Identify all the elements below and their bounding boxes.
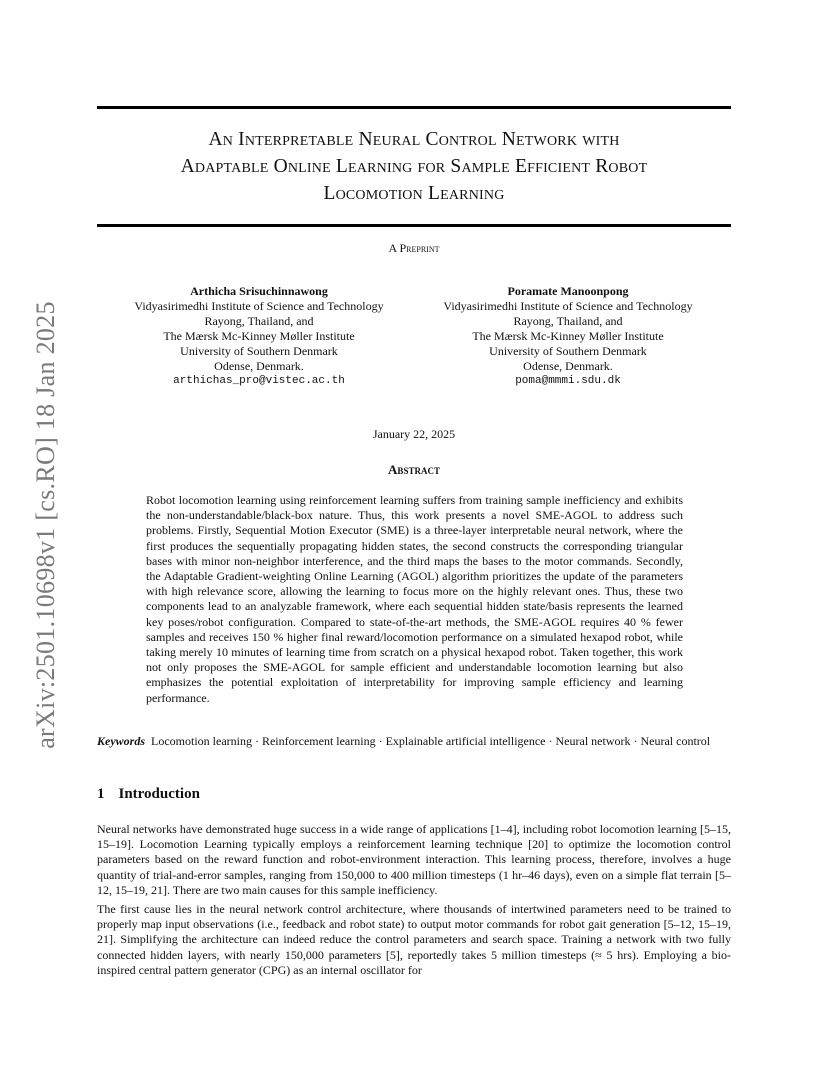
title-line: Locomotion Learning — [323, 183, 505, 204]
publication-date: January 22, 2025 — [372, 427, 456, 441]
title-bottom-rule — [97, 224, 731, 227]
section-title: Introduction — [118, 786, 200, 802]
preprint-label: A Preprint — [388, 241, 440, 255]
author-block-1 — [109, 284, 409, 389]
title-line: An Interpretable Neural Control Network with — [208, 129, 620, 150]
abstract-heading: Abstract — [388, 462, 440, 477]
author-block-2 — [418, 284, 718, 389]
section-heading-introduction — [97, 786, 200, 803]
author-email[interactable]: arthichas_pro@vistec.ac.th — [173, 375, 345, 387]
author-affiliation: The Mærsk Mc-Kinney Møller Institute — [472, 329, 664, 343]
author-affiliation: Odense, Denmark. — [214, 359, 304, 373]
keywords — [97, 734, 731, 749]
keywords-list: Locomotion learning · Reinforcement learning · Explainable artificial intelligence · Neural network · Neural control — [151, 734, 711, 748]
author-affiliation: Odense, Denmark. — [523, 359, 613, 373]
title-top-rule — [97, 106, 731, 109]
author-name: Arthicha Srisuchinnawong — [190, 284, 328, 298]
author-affiliation: Vidyasirimedhi Institute of Science and Technology — [443, 299, 693, 313]
author-affiliation: Rayong, Thailand, and — [513, 314, 623, 328]
author-affiliation: University of Southern Denmark — [489, 344, 647, 358]
arxiv-side-identifier: arXiv:2501.10698v1 [cs.RO] 18 Jan 2025 — [31, 301, 60, 749]
abstract-text: Robot locomotion learning using reinforcement learning suffers from training sample inefficiency and exhibits the non-understandable/black-box nature. Thus, this work presents a novel SME-AGOL to address such problems. Firstly, Sequential Motion Executor (SME) is a three-layer interpretable neural network, where the first produces the sequentially propagating hidden states, the second constructs the corresponding triangular bases with minor non-neighbor interference, and the third maps the bases to the motor commands. Secondly, the Adaptable Gradient-weighting Online Learning (AGOL) algorithm prioritizes the update of the parameters with high relevance score, allowing the learning to focus more on the highly relevant ones. Thus, these two components lead to an analyzable framework, where each sequential hidden state/basis represents the learned key poses/robot configuration. Compared to state-of-the-art methods, the SME-AGOL requires 40 % fewer samples and receives 150 % higher final reward/locomotion performance on a simulated hexapod robot, while taking merely 10 minutes of learning time from scratch on a physical hexapod robot. Taken together, this work not only proposes the SME-AGOL for sample efficient and understandable locomotion learning but also emphasizes the potential exploitation of interpretability for improving sample efficiency and learning performance. — [146, 493, 683, 705]
keywords-label: Keywords — [97, 734, 145, 748]
body-paragraph: Neural networks have demonstrated huge success in a wide range of applications [1–4], including robot locomotion learning [5–15, 15–19]. Locomotion Learning typically employs a reinforcement learning technique [20] to optimize the locomotion control parameters based on the reward function and robot-environment interaction. This learning process, therefore, involves a huge quantity of trial-and-error samples, ranging from 150,000 to 400 million timesteps (1 hr–46 days), even on a simple flat terrain [5–12, 15–19, 21]. There are two main causes for this sample inefficiency. — [97, 822, 731, 897]
title-line: Adaptable Online Learning for Sample Efficient Robot — [180, 156, 648, 177]
paper-title — [97, 126, 731, 207]
author-affiliation: Vidyasirimedhi Institute of Science and Technology — [134, 299, 384, 313]
section-number: 1 — [97, 786, 105, 802]
author-name: Poramate Manoonpong — [507, 284, 629, 298]
body-paragraph: The first cause lies in the neural network control architecture, where thousands of intertwined parameters need to be trained to properly map input observations (i.e., feedback and robot state) to output motor commands for robot gait generation [5–12, 15–19, 21]. Simplifying the architecture can indeed reduce the control parameters and search space. Training a network with two fully connected hidden layers, with nearly 150,000 parameters [5], reportedly takes 5 million timesteps (≈ 5 hrs). Employing a bio-inspired central pattern generator (CPG) as an internal oscillator for — [97, 902, 731, 977]
author-affiliation: The Mærsk Mc-Kinney Møller Institute — [163, 329, 355, 343]
author-email[interactable]: poma@mmmi.sdu.dk — [515, 375, 621, 387]
author-affiliation: University of Southern Denmark — [180, 344, 338, 358]
author-affiliation: Rayong, Thailand, and — [204, 314, 314, 328]
